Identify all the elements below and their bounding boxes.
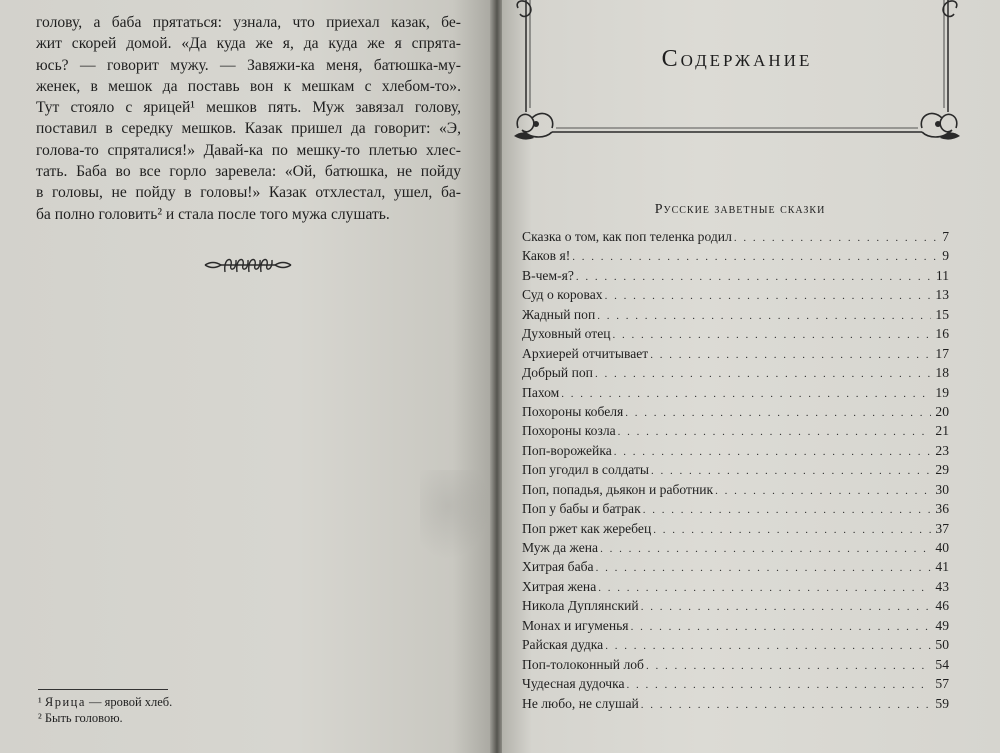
toc-list [522,229,949,715]
toc-leader-dots [631,621,932,633]
toc-entry-page: 37 [935,520,949,536]
story-line: женек, в мешок да поставь вон к мешкам с хлебом-то». [36,77,461,95]
toc-entry-page: 21 [935,423,949,439]
toc-entry-title: Поп, попадья, дьякон и работник [522,481,714,497]
toc-entry [522,559,949,578]
toc-leader-dots [715,485,931,497]
toc-entry [522,423,949,442]
toc-entry [522,482,949,501]
toc-entry-page: 18 [935,365,949,381]
toc-leader-dots [598,582,931,594]
toc-entry [522,540,949,559]
section-heading: Русские заветные сказки [654,202,826,217]
toc-entry [522,501,949,520]
toc-entry [522,657,949,676]
toc-entry-title: Поп-толоконный лоб [522,656,644,672]
toc-entry [522,618,949,637]
toc-entry-page: 11 [935,267,949,283]
toc-leader-dots [613,329,932,341]
toc-leader-dots [614,446,932,458]
toc-leader-dots [576,271,932,283]
toc-leader-dots [651,465,931,477]
bleed-through [420,470,490,560]
toc-entry-title: Архиерей отчитывает [522,345,649,361]
story-line: в головы, не пойду в головы!» Казак отхлестал, ушел, ба- [36,184,461,202]
toc-leader-dots [572,251,938,263]
toc-entry-title: Похороны кобеля [522,403,624,419]
toc-entry-title: Поп у бабы и батрак [522,501,641,517]
toc-entry-title: Добрый поп [522,365,593,381]
toc-leader-dots [596,562,932,574]
toc-entry [522,229,949,248]
story-line: поставил в середку мешков. Казак пришел да говорит: «Э, [36,120,461,138]
toc-entry [522,579,949,598]
toc-entry [522,404,949,423]
story-line: ба полно головить² и стала после того мужа слушать. [36,205,390,223]
toc-entry-page: 29 [935,462,949,478]
toc-entry [522,676,949,695]
toc-entry [522,385,949,404]
toc-entry-page: 15 [935,306,949,322]
toc-entry [522,326,949,345]
toc-entry [522,443,949,462]
toc-entry-page: 16 [935,326,949,342]
toc-entry-page: 49 [935,617,949,633]
toc-entry-title: Духовный отец [522,326,611,342]
story-line: голова-то спряталися!» Давай-ка по мешку-то плетью хлес- [36,141,461,159]
toc-entry-page: 54 [935,656,949,672]
toc-entry-page: 41 [935,559,949,575]
toc-entry-title: Поп-ворожейка [522,442,612,458]
story-line: голову, а баба прятаться: узнала, что приехал казак, бе- [36,14,461,31]
toc-leader-dots [646,660,931,672]
toc-entry-title: Хитрая жена [522,578,597,594]
toc-leader-dots [618,426,932,438]
story-line: юсь? — говорит мужу. — Завяжи-ка меня, батюшка-му- [36,56,461,74]
toc-entry-title: Суд о коровах [522,287,603,303]
toc-entry-title: Чудесная дудочка [522,676,625,692]
toc-entry-page: 13 [935,287,949,303]
toc-entry-title: Поп угодил в солдаты [522,462,650,478]
toc-leader-dots [597,310,931,322]
toc-entry [522,248,949,267]
toc-entry-title: Каков я! [522,248,571,264]
toc-entry-title: В-чем-я? [522,267,574,283]
footnotes [38,694,172,726]
toc-entry-page: 40 [935,540,949,555]
toc-entry-page: 46 [935,598,949,614]
toc-entry-title: Похороны козла [522,423,616,439]
toc-entry-title: Монах и игуменья [522,617,629,633]
left-page [0,0,492,753]
toc-entry-page: 50 [935,637,949,653]
toc-entry-title: Райская дудка [522,637,604,653]
toc-leader-dots [650,349,931,361]
story-text [36,12,461,225]
ornament-divider-icon [203,250,293,280]
toc-entry [522,696,949,715]
toc-entry-title: Сказка о том, как поп теленка родил [522,229,732,244]
toc-entry-page: 59 [935,695,949,711]
toc-leader-dots [600,543,931,555]
toc-entry-title: Жадный поп [522,306,596,322]
toc-entry [522,307,949,326]
footnote-1: ¹ Ярица — яровой хлеб. [38,695,173,709]
footnote-2: ² Быть головою. [38,711,123,725]
toc-entry-page: 17 [935,345,949,361]
toc-leader-dots [561,388,931,400]
story-line: Тут стояло с ярицей¹ мешков пять. Муж завязал голову, [36,99,461,117]
toc-entry-page: 19 [935,384,949,400]
toc-leader-dots [625,407,931,419]
toc-entry-title: Хитрая баба [522,559,594,575]
footnote-rule [38,689,168,690]
toc-entry [522,637,949,656]
toc-leader-dots [653,524,931,536]
toc-entry-title: Поп ржет как жеребец [522,520,652,536]
toc-entry-page: 57 [935,676,949,692]
toc-entry-title: Никола Дуплянский [522,598,639,614]
toc-leader-dots [595,368,931,380]
toc-entry-title: Не любо, не слушай [522,695,639,711]
toc-entry-page: 30 [935,481,949,497]
story-line: жит скорей домой. «Да куда же я, да куда же я спрята- [36,35,461,53]
toc-leader-dots [627,679,932,691]
toc-entry [522,521,949,540]
toc-leader-dots [605,290,932,302]
toc-entry-page: 7 [942,229,949,244]
toc-entry [522,268,949,287]
toc-leader-dots [643,504,932,516]
toc-entry [522,365,949,384]
toc-entry [522,346,949,365]
toc-entry-title: Пахом [522,384,560,400]
story-paragraph [36,12,461,225]
toc-leader-dots [605,640,931,652]
toc-entry [522,462,949,481]
toc-entry-page: 9 [942,248,949,264]
toc-entry-page: 36 [935,501,949,517]
toc-entry-page: 43 [935,578,949,594]
toc-leader-dots [641,601,932,613]
toc-entry-page: 20 [935,403,949,419]
right-page [502,0,1000,753]
toc-entry [522,598,949,617]
toc-entry-page: 23 [935,442,949,458]
toc-leader-dots [641,699,932,711]
toc-entry-title: Муж да жена [522,540,599,555]
toc-leader-dots [734,232,938,244]
toc-title: Содержание [661,46,813,72]
toc-entry [522,287,949,306]
story-line: тать. Баба во все горло заревела: «Ой, батюшка, не пойду [36,163,461,181]
